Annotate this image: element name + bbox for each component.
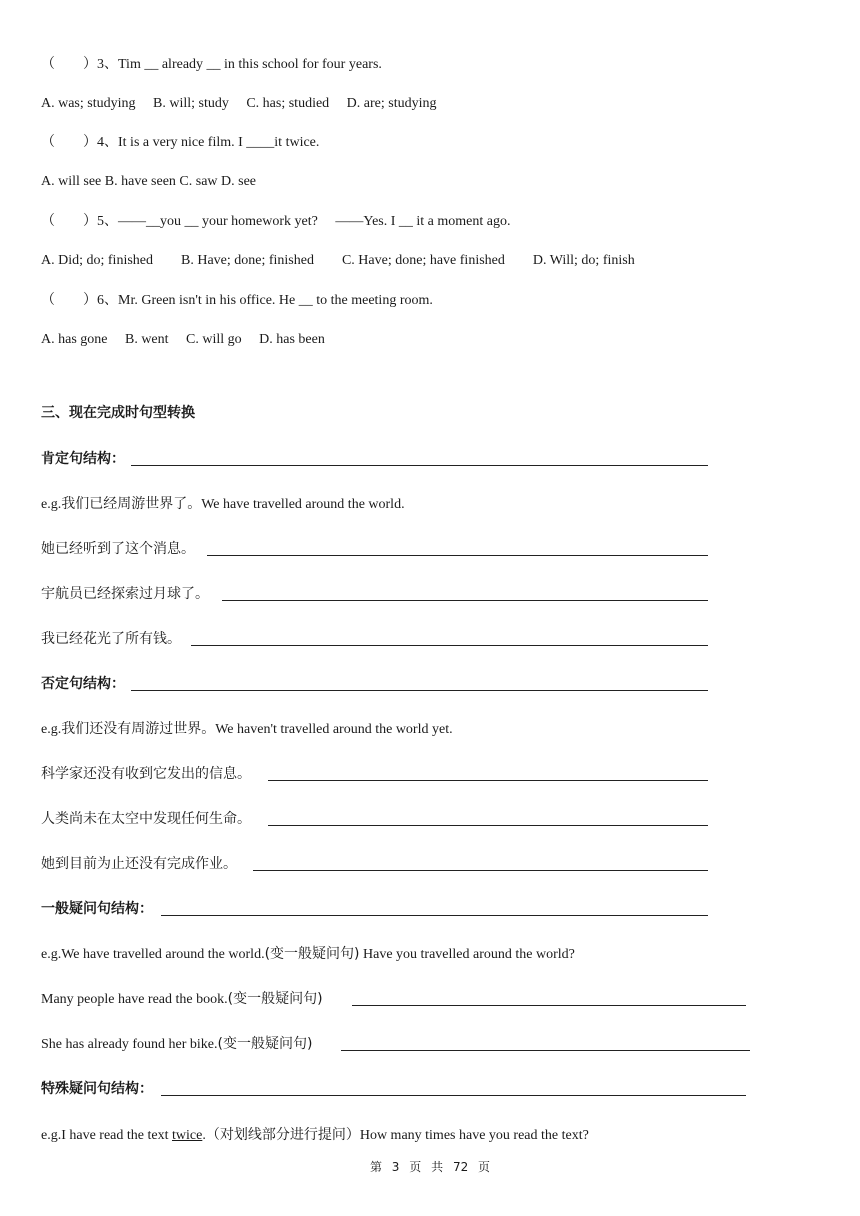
negative-item-1-blank[interactable]: [268, 780, 708, 781]
general-question-item-2-en: She has already found her bike.: [41, 1037, 218, 1052]
question-4-options: A. will see B. have seen C. saw D. see: [41, 174, 257, 189]
general-question-label: 一般疑问句结构：: [41, 901, 153, 917]
general-question-item-2-cn: (变一般疑问句): [217, 1036, 313, 1052]
negative-label: 否定句结构：: [41, 676, 125, 692]
footer-current-page: 3: [391, 1160, 400, 1174]
negative-item-1: 科学家还没有收到它发出的信息。: [41, 766, 251, 782]
question-6-options: A. has gone B. went C. will go D. has been: [41, 332, 325, 347]
general-question-item-2: [41, 1034, 312, 1055]
footer-mid2: 共: [431, 1160, 444, 1174]
affirmative-item-1: 她已经听到了这个消息。: [41, 541, 195, 557]
general-question-item-1-blank[interactable]: [352, 1005, 746, 1006]
negative-item-2: 人类尚未在太空中发现任何生命。: [41, 811, 251, 827]
question-5-stem: （ ）5、——__you __ your homework yet? ——Yes. I __ it a moment ago.: [41, 214, 511, 229]
general-question-example-en: Have you travelled around the world?: [359, 947, 575, 962]
special-question-label: 特殊疑问句结构：: [41, 1081, 153, 1097]
page-footer: [0, 1158, 860, 1176]
affirmative-item-3: 我已经花光了所有钱。: [41, 631, 181, 647]
affirmative-label: 肯定句结构：: [41, 451, 125, 467]
special-question-example-cn: （对划线部分进行提问）: [205, 1127, 360, 1143]
negative-item-3: 她到目前为止还没有完成作业。: [41, 856, 237, 872]
affirmative-example-prefix: e.g.: [41, 497, 62, 512]
affirmative-example-cn: 我们已经周游世界了。: [61, 496, 202, 512]
question-6-stem: （ ）6、Mr. Green isn't in his office. He __ to the meeting room.: [41, 293, 433, 308]
special-question-example-prefix: e.g.I have read the text: [41, 1128, 172, 1143]
special-question-example: [41, 1125, 589, 1146]
special-question-example-dot: .: [202, 1128, 206, 1143]
affirmative-item-2: 宇航员已经探索过月球了。: [41, 586, 209, 602]
section-title: 三、现在完成时句型转换: [41, 405, 195, 421]
general-question-item-2-blank[interactable]: [341, 1050, 750, 1051]
general-question-item-1: [41, 989, 323, 1010]
general-question-item-1-cn: (变一般疑问句): [227, 991, 323, 1007]
negative-blank[interactable]: [131, 690, 708, 691]
footer-suffix: 页: [478, 1160, 491, 1174]
general-question-example-cn: (变一般疑问句): [264, 946, 360, 962]
affirmative-item-3-blank[interactable]: [191, 645, 708, 646]
special-question-underlined-word: twice: [172, 1128, 203, 1143]
question-4-stem: （ ）4、It is a very nice film. I ____it twice.: [41, 135, 320, 150]
negative-item-3-blank[interactable]: [253, 870, 708, 871]
general-question-example-prefix: e.g.We have travelled around the world.: [41, 947, 265, 962]
question-3-options: A. was; studying B. will; study C. has; studied D. are; studying: [41, 96, 437, 111]
general-question-blank[interactable]: [161, 915, 708, 916]
affirmative-example: [41, 494, 405, 515]
affirmative-example-en: We have travelled around the world.: [201, 497, 405, 512]
affirmative-item-2-blank[interactable]: [222, 600, 708, 601]
negative-item-2-blank[interactable]: [268, 825, 708, 826]
footer-prefix: 第: [369, 1160, 382, 1174]
question-3-stem: （ ）3、Tim __ already __ in this school for four years.: [41, 57, 382, 72]
special-question-example-en: How many times have you read the text?: [359, 1128, 589, 1143]
negative-example-en: We haven't travelled around the world yet.: [215, 722, 453, 737]
footer-total-pages: 72: [452, 1160, 469, 1174]
negative-example-cn: 我们还没有周游过世界。: [61, 721, 216, 737]
general-question-example: [41, 944, 575, 965]
special-question-blank[interactable]: [161, 1095, 746, 1096]
question-5-options: A. Did; do; finished B. Have; done; finished C. Have; done; have finished D. Will; do; finish: [41, 253, 635, 268]
affirmative-blank[interactable]: [131, 465, 708, 466]
negative-example: [41, 719, 453, 740]
affirmative-item-1-blank[interactable]: [207, 555, 708, 556]
general-question-item-1-en: Many people have read the book.: [41, 992, 228, 1007]
negative-example-prefix: e.g.: [41, 722, 62, 737]
footer-mid1: 页: [409, 1160, 422, 1174]
